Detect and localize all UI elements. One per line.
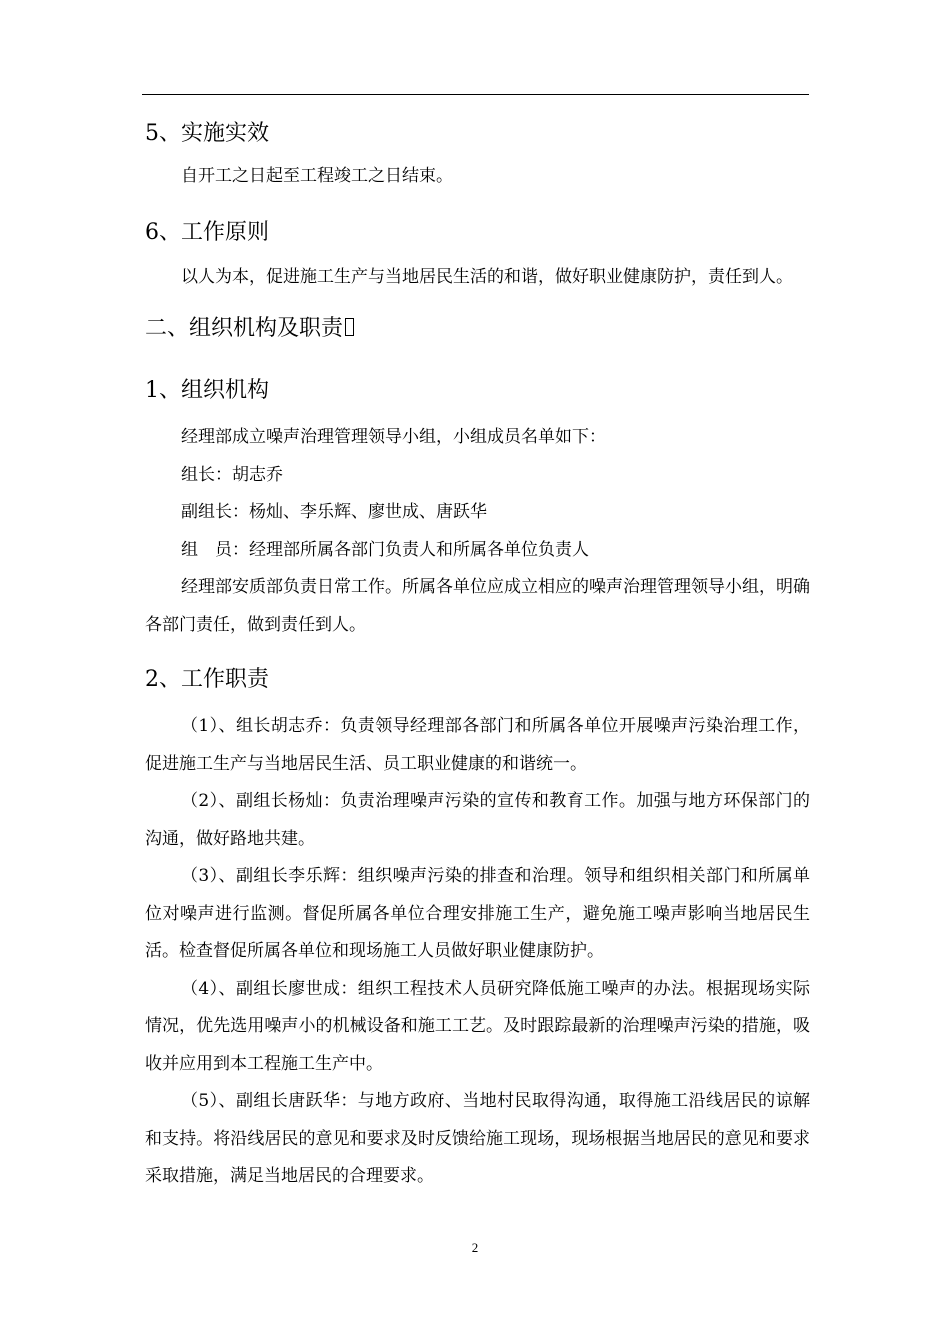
header-rule — [142, 94, 809, 95]
leader-text: 组长：胡志乔 — [181, 464, 283, 485]
section-heading-org-structure: 1、组织机构 — [145, 378, 269, 403]
deputies-text: 副组长：杨灿、李乐辉、廖世成、唐跃华 — [181, 502, 487, 522]
page-number: 2 — [471, 1240, 479, 1255]
org-daily-text: 经理部安质部负责日常工作。所属各单位应成立相应的噪声治理管理领导小组，明确各部门责任，做到责任到人。 — [145, 577, 810, 635]
implementation-period-text: 自开工之日起至工程竣工之日结束。 — [181, 166, 453, 186]
part-heading-organization — [145, 307, 810, 351]
page-content — [145, 112, 810, 1196]
duty-item: （2）、副组长杨灿：负责治理噪声污染的宣传和教育工作。加强与地方环保部门的沟通，做好路地共建。 — [145, 791, 810, 849]
part-heading-organization-text: 二、组织机构及职责 — [145, 316, 344, 341]
duty-item: （1）、组长胡志乔：负责领导经理部各部门和所属各单位开展噪声污染治理工作，促进施工生产与当地居民生活、员工职业健康的和谐统一。 — [145, 716, 810, 774]
org-intro-text: 经理部成立噪声治理管理领导小组，小组成员名单如下： — [181, 427, 606, 447]
work-principle-text: 以人为本，促进施工生产与当地居民生活的和谐，做好职业健康防护，责任到人。 — [181, 266, 793, 287]
section-heading-work-principle: 6、工作原则 — [145, 219, 269, 245]
duty-item: （3）、副组长李乐辉：组织噪声污染的排查和治理。领导和组织相关部门和所属单位对噪声进行监测。督促所属各单位合理安排施工生产，避免施工噪声影响当地居民生活。检查督促所属各单位和现场施工人员做好职业健康防护。 — [145, 866, 810, 961]
duty-item: （5）、副组长唐跃华：与地方政府、当地村民取得沟通，取得施工沿线居民的谅解和支持。将沿线居民的意见和要求及时反馈给施工现场，现场根据当地居民的意见和要求采取措施，满足当地居民的合理要求。 — [145, 1091, 810, 1186]
section-heading-duties: 2、工作职责 — [145, 667, 269, 692]
missing-glyph-box-icon — [345, 318, 354, 336]
section-heading-implementation-period: 5、实施实效 — [145, 121, 269, 146]
duty-item: （4）、副组长廖世成：组织工程技术人员研究降低施工噪声的办法。根据现场实际情况，优先选用噪声小的机械设备和施工工艺。及时跟踪最新的治理噪声污染的措施，吸收并应用到本工程施工生产中。 — [145, 978, 810, 1074]
members-text: 组 员：经理部所属各部门负责人和所属各单位负责人 — [181, 539, 589, 560]
